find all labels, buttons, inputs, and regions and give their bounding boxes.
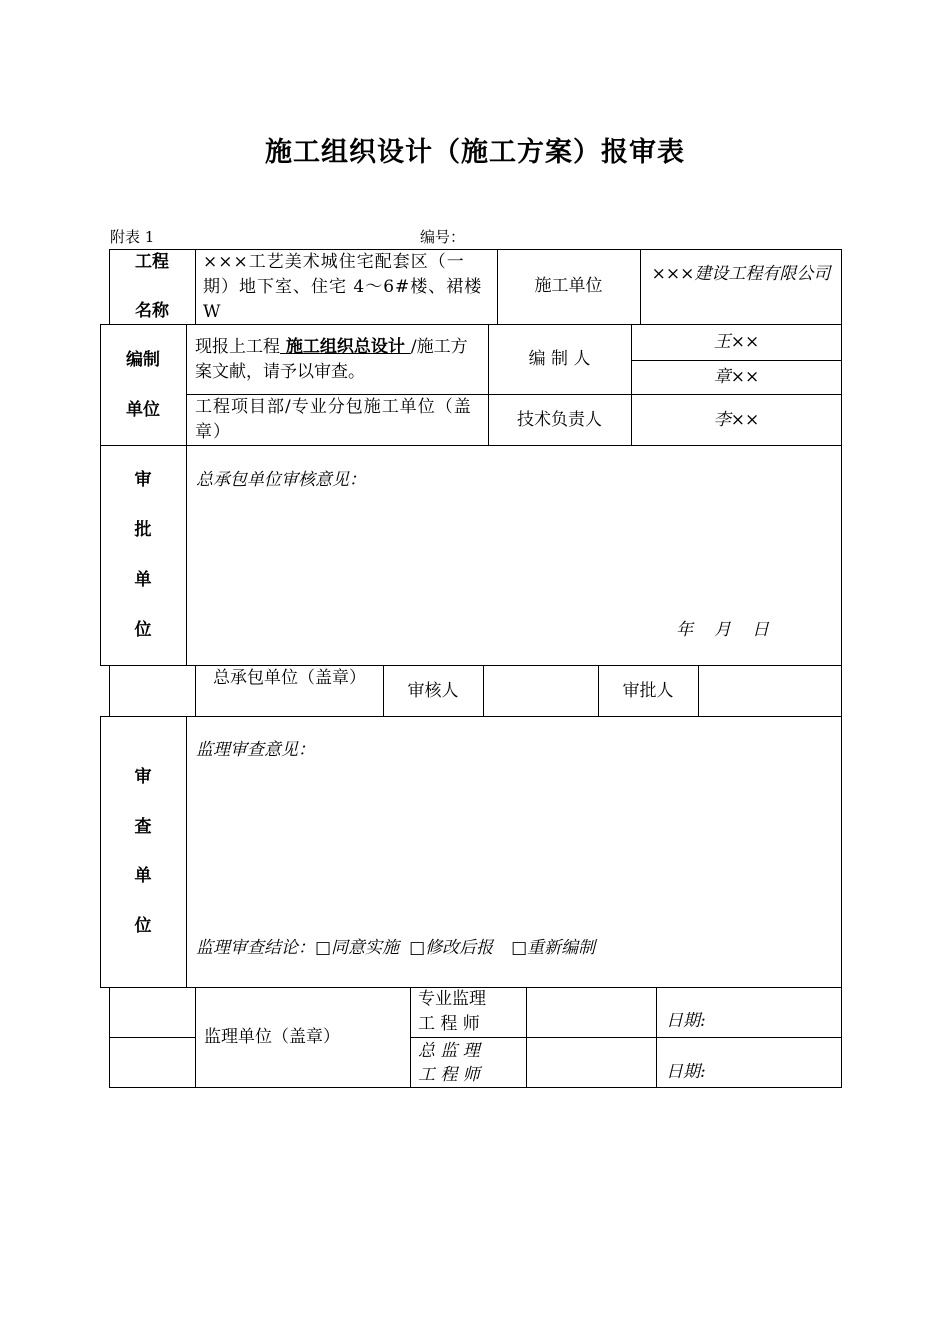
review-conclusion-label: 监理审查结论： — [196, 938, 315, 958]
compile-statement — [195, 335, 483, 385]
compiler-label: 编 制 人 — [528, 349, 591, 369]
tech-lead-label: 技术负责人 — [517, 410, 602, 430]
compile-label-1: 编制 — [126, 350, 160, 370]
option-revise-checkbox[interactable]: □修改后报 — [409, 938, 494, 958]
option-recompile-checkbox[interactable]: □重新编制 — [511, 938, 596, 958]
attachment-label: 附表 1 — [110, 228, 155, 246]
approval-label-char: 位 — [134, 620, 152, 640]
approval-opinion-label: 总承包单位审核意见： — [196, 470, 366, 490]
gc-stamp-label: 总承包单位（盖章） — [213, 668, 366, 688]
review-label-char: 审 — [134, 767, 152, 787]
chief-label-2: 工 程 师 — [418, 1065, 480, 1085]
approval-label-char: 单 — [134, 570, 152, 590]
compiler-1: 王×× — [713, 332, 760, 352]
compiler-2: 章×× — [713, 367, 760, 387]
contractor-name: ×××建设工程有限公司 — [651, 264, 831, 284]
chief-label-1: 总 监 理 — [418, 1041, 480, 1061]
supervision-stamp-label: 监理单位（盖章） — [204, 1027, 340, 1047]
approval-label-char: 审 — [134, 470, 152, 490]
approval-label-char: 批 — [134, 520, 152, 540]
doc-type: 施工组织总设计 — [280, 337, 411, 357]
review-conclusion — [196, 936, 595, 961]
project-label-1: 工程 — [135, 252, 169, 272]
engineer-label-1: 专业监理 — [418, 989, 486, 1009]
project-label-2: 名称 — [135, 301, 169, 321]
review-opinion-label: 监理审查意见： — [196, 740, 315, 760]
tech-lead: 李×× — [713, 410, 760, 430]
compile-text-prefix: 现报上工程 — [195, 337, 280, 357]
dept-stamp: 工程项目部/专业分包施工单位（盖章） — [195, 397, 472, 442]
engineer-label-2: 工 程 师 — [418, 1014, 480, 1034]
engineer-date-label: 日期: — [666, 1011, 706, 1031]
review-label-char: 位 — [134, 916, 152, 936]
approver-label: 审批人 — [622, 681, 674, 701]
approval-date: 年 月 日 — [676, 620, 771, 640]
project-name: ×××工艺美术城住宅配套区（一期）地下室、住宅 4～6#楼、裙楼 W — [203, 252, 483, 322]
compile-label-2: 单位 — [126, 400, 160, 420]
review-label-char: 查 — [134, 817, 152, 837]
option-approve-checkbox[interactable]: □同意实施 — [315, 938, 400, 958]
contractor-label: 施工单位 — [534, 276, 603, 296]
page-title: 施工组织设计（施工方案）报审表 — [265, 137, 685, 168]
reviewer-label: 审核人 — [407, 681, 459, 701]
number-label: 编号： — [420, 228, 466, 246]
review-label-char: 单 — [134, 866, 152, 886]
compile-text-suffix: /施工方案文献，请予以审查。 — [195, 337, 468, 382]
chief-date-label: 日期: — [666, 1062, 706, 1082]
